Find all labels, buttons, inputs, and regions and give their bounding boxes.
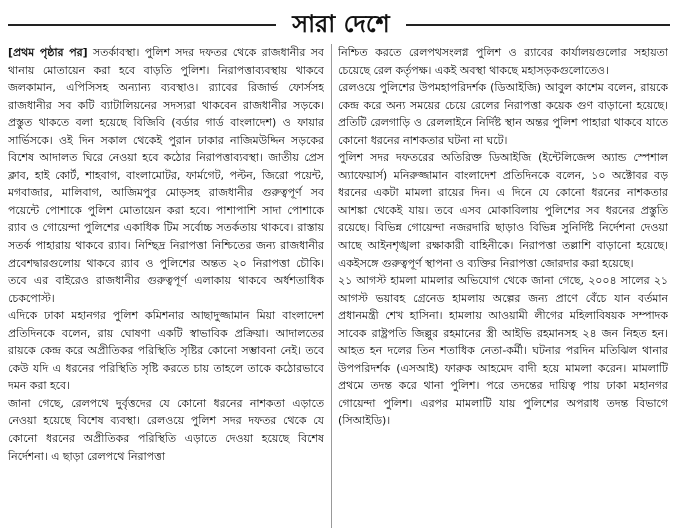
article-paragraph-3: জানা গেছে, রেলপথে দুর্বৃত্তদের যে কোনো ধরনের নাশকতা এড়াতে নেওয়া হয়েছে বিশেষ ব্যবস্থা। রেলওয়ে পুলিশ সদর দফতর থেকে যে কোনো ধরনের অপ্রীতিকর পরিস্থিতি এড়াতে দেওয়া হয়েছে বিশেষ নির্দেশনা। এ ছাড়া রেলপথে নিরাপত্তা [8,396,324,463]
article-paragraph-5: রেলওয়ে পুলিশের উপমহাপরিদর্শক (ডিআইজি) আবুল কাশেম বলেন, রায়কে কেন্দ্র করে অন্য সময়ের চেয়ে রেলের নিরাপত্তা কয়েক গুণ বাড়ানো হয়েছে। প্রতিটি রেলগাড়ি ও রেললাইনে নির্দিষ্ট স্থান অন্তর পুলিশ পাহারা থাকবে যাতে কোনো ধরনের নাশকতার ঘটনা না ঘটে। [338,81,668,147]
article-paragraph-2: এদিকে ঢাকা মহানগর পুলিশ কমিশনার আছাদুজ্জামান মিয়া বাংলাদেশ প্রতিদিনকে বলেন, রায় ঘোষণা একটি স্বাভাবিক প্রক্রিয়া। আদালতের রায়কে কেন্দ্র করে অপ্রীতিকর পরিস্থিতি সৃষ্টির কোনো সম্ভাবনা নেই। তবে কেউ যদি এ ধরনের পরিস্থিতি সৃষ্টি করতে চায় তাহলে তাকে কঠোরভাবে দমন করা হবে। [8,309,324,393]
continued-from-front-page-label: [প্রথম পৃষ্ঠার পর] [8,46,88,59]
section-title: সারা দেশে [292,10,390,38]
article-paragraph-1-text: সতর্কাবস্থা। পুলিশ সদর দফতর থেকে রাজধানীর সব থানায় মোতায়েন করা হবে বাড়তি পুলিশ। নিরাপত্তাব্যবস্থায় থাকবে জলকামান, এপিসিসহ অন্যান্য ব্যবস্থাও। র‍্যাবের রিজার্ভ ফোর্সসহ রাজধানীর সব কটি ব্যাটালিয়নের সদস্যরা থাকবেন রাজধানীর সড়কে। প্রস্তুত থাকতে বলা হয়েছে বিজিবি (বর্ডার গার্ড বাংলাদেশ) ও ফায়ার সার্ভিসকে। ওই দিন সকাল থেকেই পুরান ঢাকার নাজিমউদ্দিন সড়কের বিশেষ আদালত ঘিরে নেওয়া হবে কঠোর নিরাপত্তাব্যবস্থা। জাতীয় প্রেস ক্লাব, হাই কোর্ট, শাহবাগ, বাংলামোটর, ফার্মগেট, পল্টন, জিরো পয়েন্ট, মগবাজার, মালিবাগ, আজিমপুর মোড়সহ রাজধানীর গুরুত্বপূর্ণ সব পয়েন্টে পোশাকে পুলিশ মোতায়েন করা হবে। পাশাপাশি সাদা পোশাকে র‍্যাব ও গোয়েন্দা পুলিশের একাধিক টিম সর্বোচ্চ সতর্কতায় থাকবে। রাস্তায় সতর্ক পাহারায় থাকবে র‍্যাব। নিশ্ছিদ্র নিরাপত্তা নিশ্চিতের জন্য রাজধানীর প্রবেশদ্বারগুলোয় থাকবে র‍্যাব ও পুলিশের অন্তত ২০ নিরাপত্তা চৌকি। তবে এর বাইরেও রাজধানীর গুরুত্বপূর্ণ এলাকায় থাকবে অর্ধশতাধিক চেকপোস্ট। [8,46,324,305]
article-paragraph-4: নিশ্চিত করতে রেলপথসংলগ্ন পুলিশ ও র‍্যাবের কার্যালয়গুলোর সহায়তা চেয়েছে রেল কর্তৃপক্ষ। একই অবস্থা থাকছে মহাসড়কগুলোতেও। [338,46,668,77]
article-paragraph-6: পুলিশ সদর দফতরের অতিরিক্ত ডিআইজি (ইন্টেলিজেন্স অ্যান্ড স্পেশাল অ্যাফেয়ার্স) মনিরুজ্জামান বাংলাদেশ প্রতিদিনকে বলেন, ১০ অক্টোবর বড় ধরনের একটা মামলা রায়ের দিন। এ দিনে যে কোনো ধরনের নাশকতার আশঙ্কা থেকেই যায়। তবে এসব মোকাবিলায় পুলিশের সব ধরনের প্রস্তুতি রয়েছে। বিভিন্ন গোয়েন্দা নজরদারি ছাড়াও বিভিন্ন সুনির্দিষ্ট নির্দেশনা দেওয়া আছে আইনশৃঙ্খলা রক্ষাকারী বাহিনীকে। নিরাপত্তা তল্লাশি বাড়ানো হয়েছে। একইসঙ্গে গুরুত্বপূর্ণ স্থাপনা ও ব্যক্তির নিরাপত্তা জোরদার করা হয়েছে। [338,151,668,270]
column-divider [331,44,332,528]
article-column-left [8,44,324,528]
article-column-right [338,44,668,528]
header-rule-left [8,24,276,26]
header-rule-right [406,24,670,26]
section-header [0,8,678,42]
article-paragraph-1 [8,44,324,307]
article-paragraph-7: ২১ আগস্ট হামলা মামলার অভিযোগ থেকে জানা গেছে, ২০০৪ সালের ২১ আগস্ট ভয়াবহ গ্রেনেড হামলায় অল্পের জন্য প্রাণে বেঁচে যান বর্তমান প্রধানমন্ত্রী শেখ হাসিনা। হামলায় আওয়ামী লীগের মহিলাবিষয়ক সম্পাদক সাবেক রাষ্ট্রপতি জিল্লুর রহমানের স্ত্রী আইভি রহমানসহ ২৪ জন নিহত হন। আহত হন দলের তিন শতাধিক নেতা-কর্মী। ঘটনার পরদিন মতিঝিল থানার উপপরিদর্শক (এসআই) ফারুক আহমেদ বাদী হয়ে মামলা করেন। মামলাটি প্রথমে তদন্ত করে থানা পুলিশ। পরে তদন্তের দায়িত্ব পায় ঢাকা মহানগর গোয়েন্দা পুলিশ। এরপর মামলাটি যায় পুলিশের অপরাধ তদন্ত বিভাগে (সিআইডি)। [338,274,668,428]
